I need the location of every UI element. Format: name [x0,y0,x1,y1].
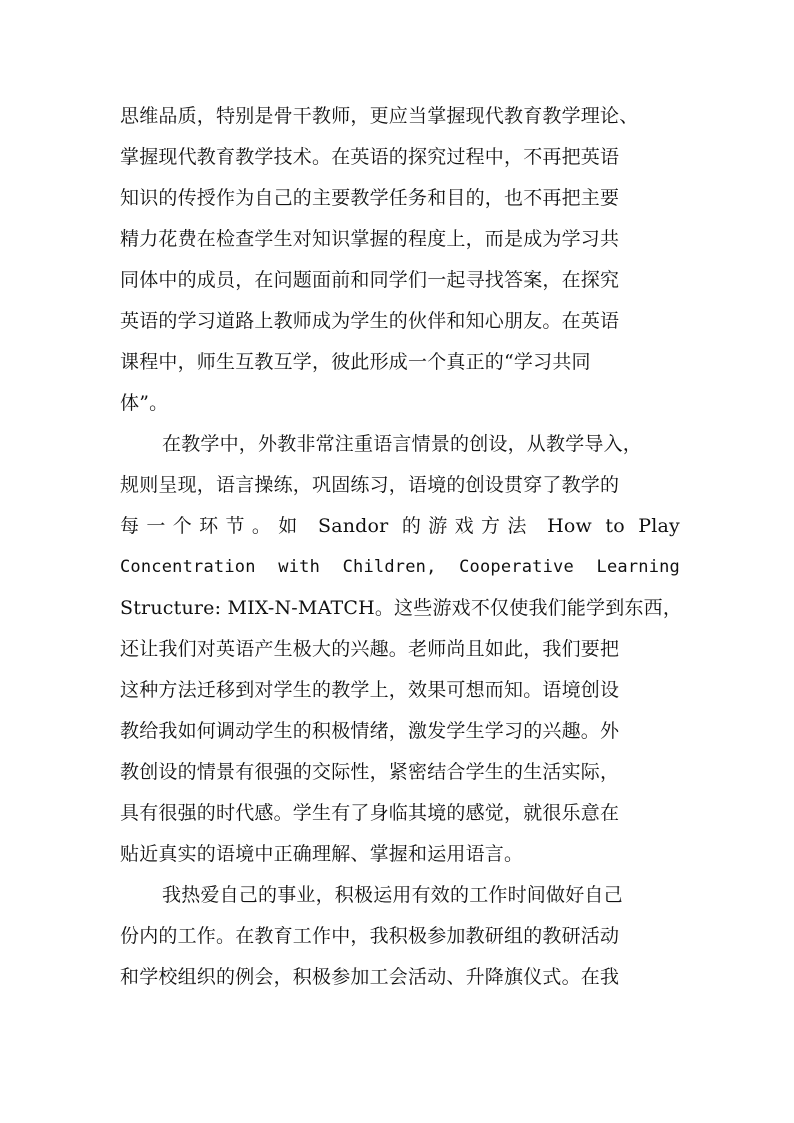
text-line: 和学校组织的例会，积极参加工会活动、升降旗仪式。在我 [120,966,620,988]
text-line: 体”。 [120,392,169,414]
text-line: Structure: MIX-N-MATCH。这些游戏不仅使我们能学到东西， [120,597,683,619]
text-line: 同体中的成员，在问题面前和同学们一起寻找答案，在探究 [120,269,620,291]
text-line: 贴近真实的语境中正确理解、掌握和运用语言。 [120,843,524,865]
text-line: 教创设的情景有很强的交际性，紧密结合学生的生活实际， [120,761,620,783]
text-line: 思维品质，特别是骨干教师，更应当掌握现代教育教学理论、 [120,105,639,127]
text-line: Concentration with Children, Cooperative Learning [120,557,680,577]
text-line: 还让我们对英语产生极大的兴趣。老师尚且如此，我们要把 [120,638,620,660]
body-text [120,96,683,998]
text-line: 英语的学习道路上教师成为学生的伙伴和知心朋友。在英语 [120,310,620,332]
text-line: 教给我如何调动学生的积极情绪，激发学生学习的兴趣。外 [120,720,620,742]
text-line: 掌握现代教育教学技术。在英语的探究过程中，不再把英语 [120,146,620,168]
text-line: 具有很强的时代感。学生有了身临其境的感觉，就很乐意在 [120,802,620,824]
text-line: 知识的传授作为自己的主要教学任务和目的，也不再把主要 [120,187,620,209]
paragraph-start-line: 在教学中，外教非常注重语言情景的创设，从教学导入， [162,433,643,455]
text-line: 份内的工作。在教育工作中，我积极参加教研组的教研活动 [120,925,620,947]
text-line: 规则呈现，语言操练，巩固练习，语境的创设贯穿了教学的 [120,474,620,496]
text-line: 这种方法迁移到对学生的教学上，效果可想而知。语境创设 [120,679,620,701]
text-line: 精力花费在检查学生对知识掌握的程度上，而是成为学习共 [120,228,620,250]
paragraph-start-line: 我热爱自己的事业，积极运用有效的工作时间做好自己 [162,884,623,906]
text-line: 课程中，师生互教互学，彼此形成一个真正的“学习共同 [120,351,591,373]
text-line: 每一个环节。如 Sandor 的游戏方法 How to Play [120,515,680,537]
